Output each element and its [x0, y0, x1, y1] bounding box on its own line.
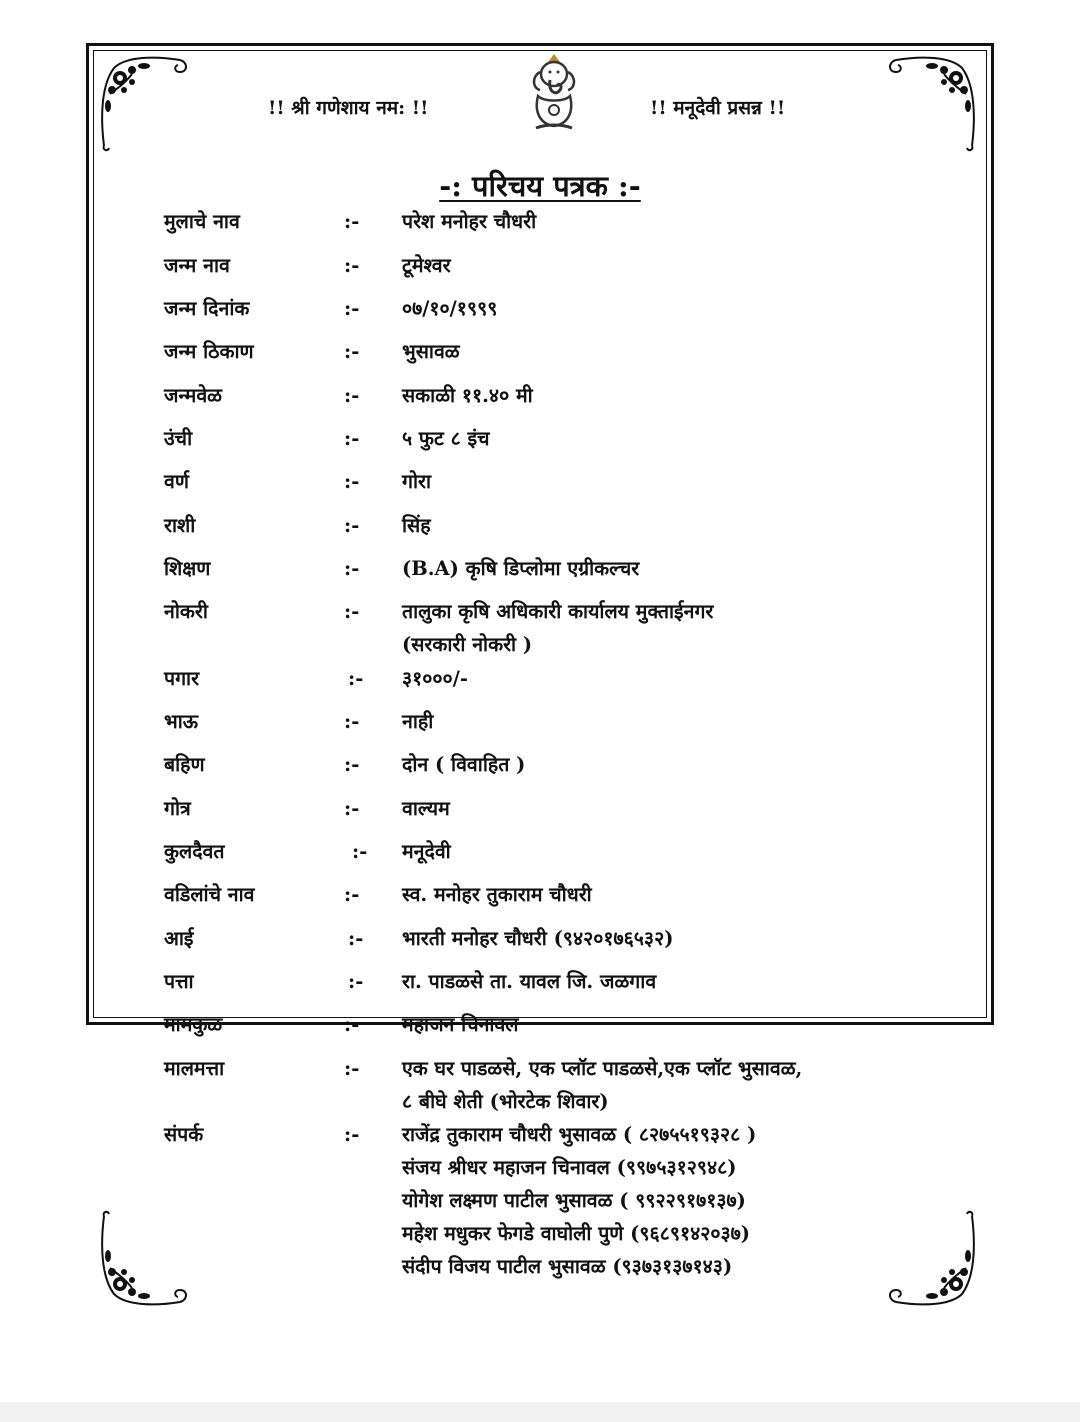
label-address: पत्ता [164, 970, 194, 993]
value-mamkul: महाजन चिनावल [402, 1013, 519, 1036]
label-complexion: वर्ण [164, 470, 189, 493]
value-name: परेश मनोहर चौधरी [402, 210, 537, 233]
value-kuldaivat: मनूदेवी [402, 840, 451, 863]
label-kuldaivat: कुलदैवत [164, 840, 225, 863]
separator: :- [344, 710, 360, 733]
separator: :- [344, 557, 360, 580]
label-property: मालमत्ता [164, 1057, 225, 1080]
contact-line: महेश मधुकर फेगडे वाघोली पुणे (९६८९१४२०३७) [402, 1222, 751, 1245]
label-salary: पगार [164, 667, 200, 690]
label-mamkul: मामकुळ [164, 1013, 223, 1036]
invocation-left: !! श्री गणेशाय नम: !! [268, 97, 429, 119]
separator: :- [348, 970, 364, 993]
separator: :- [344, 427, 360, 450]
label-sister: बहिण [164, 753, 205, 776]
value-property-line1: एक घर पाडळसे, एक प्लॉट पाडळसे,एक प्लॉट भुसावळ, [402, 1057, 803, 1080]
value-sister: दोन ( विवाहित ) [402, 753, 526, 776]
label-rashi: राशी [164, 514, 196, 537]
value-birth-name: टूमेश्वर [402, 254, 451, 277]
value-complexion: गोरा [402, 470, 432, 493]
value-height: ५ फुट ८ इंच [402, 427, 490, 450]
label-height: उंची [164, 427, 193, 450]
separator: :- [344, 797, 360, 820]
separator: :- [344, 210, 360, 233]
page-title: -: परिचय पत्रक :- [439, 169, 641, 203]
bottom-strip [0, 1402, 1080, 1422]
value-birth-date: ०७/१०/१९९९ [402, 297, 498, 320]
value-birth-time: सकाळी ११.४० मी [402, 384, 533, 407]
label-birth-time: जन्मवेळ [164, 384, 222, 407]
value-address: रा. पाडळसे ता. यावल जि. जळगाव [402, 970, 657, 993]
separator: :- [344, 514, 360, 537]
label-mother: आई [164, 927, 194, 950]
invocation-right: !! मनूदेवी प्रसन्न !! [650, 97, 786, 119]
contact-line: योगेश लक्ष्मण पाटील भुसावळ ( ९९२२९१७१३७) [402, 1189, 746, 1212]
value-education: (B.A) कृषि डिप्लोमा एग्रीकल्चर [402, 557, 640, 580]
value-brother: नाही [402, 710, 434, 733]
value-mother: भारती मनोहर चौधरी (९४२०१७६५३२) [402, 927, 674, 950]
contact-line: संदीप विजय पाटील भुसावळ (९३७३१३७१४३) [402, 1255, 733, 1278]
separator: :- [352, 840, 368, 863]
value-birth-place: भुसावळ [402, 340, 460, 363]
separator: :- [344, 883, 360, 906]
separator: :- [344, 753, 360, 776]
label-birth-place: जन्म ठिकाण [164, 340, 254, 363]
separator: :- [344, 297, 360, 320]
value-property-line2: ८ बीघे शेती (भोरटेक शिवार) [402, 1090, 609, 1113]
label-name: मुलाचे नाव [164, 210, 240, 233]
label-birth-date: जन्म दिनांक [164, 297, 250, 320]
label-job: नोकरी [164, 600, 208, 623]
separator: :- [344, 384, 360, 407]
label-brother: भाऊ [164, 710, 199, 733]
value-job-line2: (सरकारी नोकरी ) [402, 633, 533, 656]
label-education: शिक्षण [164, 557, 211, 580]
separator: :- [344, 600, 360, 623]
separator: :- [344, 340, 360, 363]
separator: :- [344, 1123, 360, 1146]
contact-line: संजय श्रीधर महाजन चिनावल (९९७५३१२९४८) [402, 1156, 737, 1179]
value-salary: ३१०००/- [402, 667, 468, 690]
separator: :- [348, 667, 364, 690]
separator: :- [348, 927, 364, 950]
label-father: वडिलांचे नाव [164, 883, 255, 906]
separator: :- [344, 470, 360, 493]
label-contact: संपर्क [164, 1123, 204, 1146]
separator: :- [344, 1013, 360, 1036]
label-birth-name: जन्म नाव [164, 254, 230, 277]
value-job-line1: तालुका कृषि अधिकारी कार्यालय मुक्ताईनगर [402, 600, 714, 623]
value-gotra: वाल्यम [402, 797, 450, 820]
value-rashi: सिंह [402, 514, 431, 537]
separator: :- [344, 254, 360, 277]
separator: :- [344, 1057, 360, 1080]
contact-line: राजेंद्र तुकाराम चौधरी भुसावळ ( ८२७५५१९३२८ ) [402, 1123, 757, 1146]
label-gotra: गोत्र [164, 797, 191, 820]
value-father: स्व. मनोहर तुकाराम चौधरी [402, 883, 592, 906]
